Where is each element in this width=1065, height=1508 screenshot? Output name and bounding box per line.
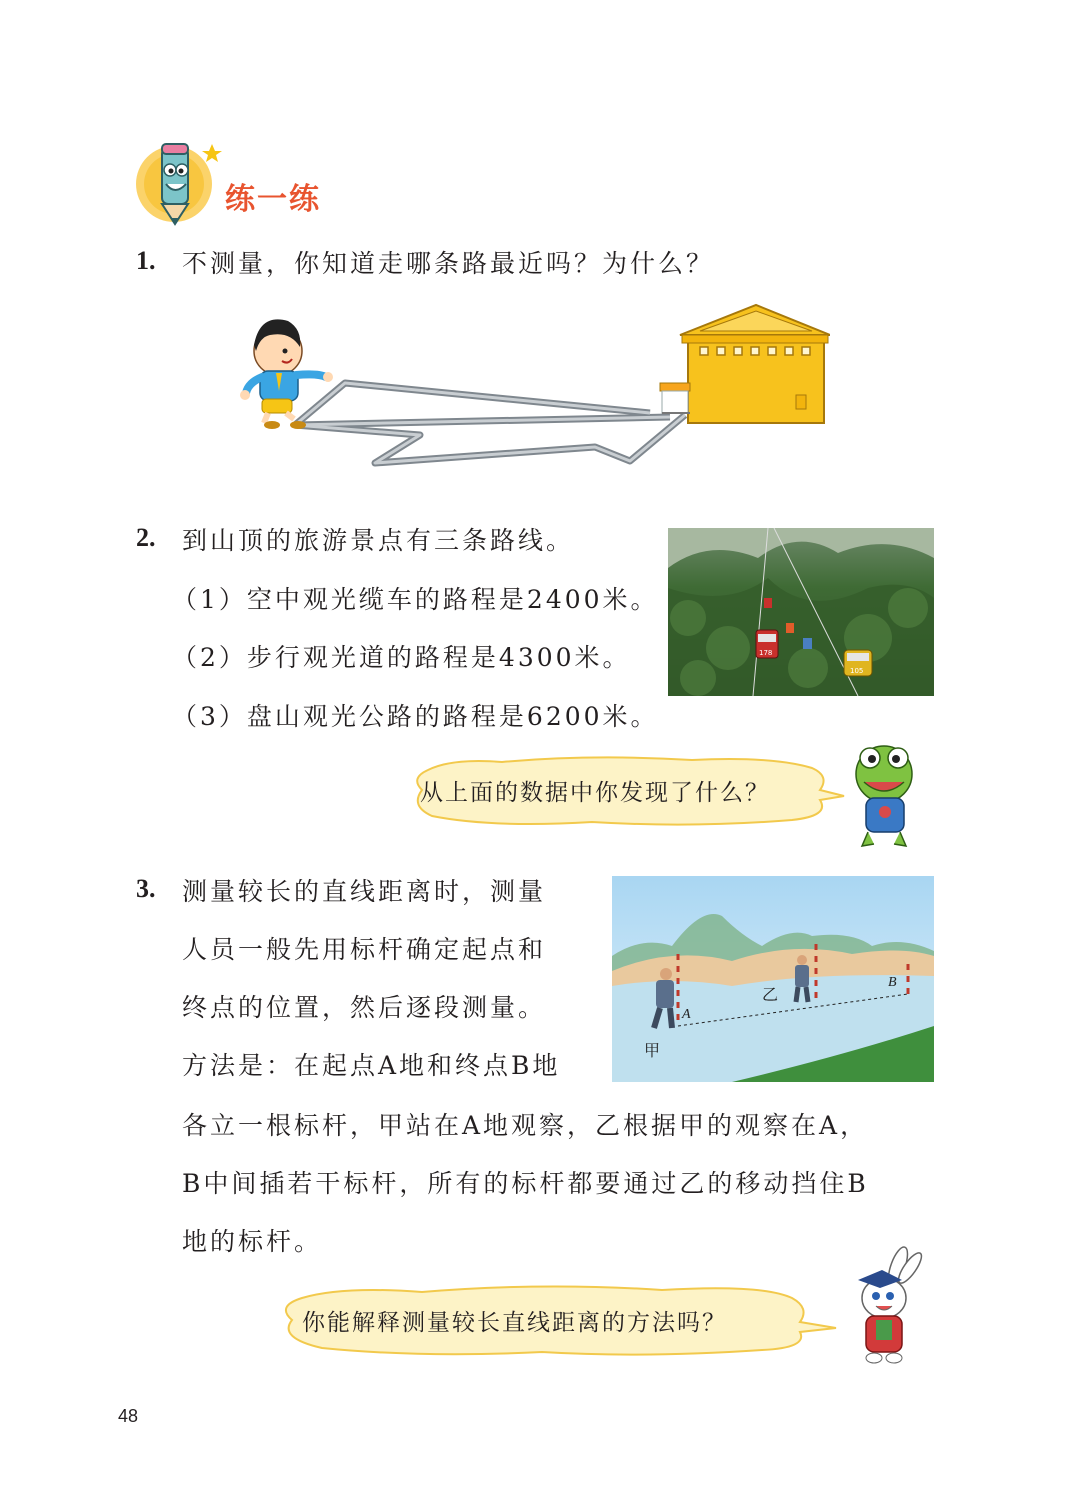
surveying-figure xyxy=(612,876,934,1082)
question-3-line-5: 各立一根标杆，甲站在A地观察，乙根据甲的观察在A， xyxy=(182,1111,869,1140)
section-title: 练一练 xyxy=(225,182,321,217)
question-3-line-6: B中间插若干标杆，所有的标杆都要通过乙的移动挡住B xyxy=(182,1169,869,1198)
pencil-mascot-icon xyxy=(130,138,230,228)
building-icon xyxy=(660,305,830,423)
section-header xyxy=(130,138,350,228)
question-3-line-4: 方法是：在起点A地和终点B地 xyxy=(182,1051,561,1080)
point-b-label: B xyxy=(888,975,897,990)
route-item-1: （1）空中观光缆车的路程是2400米。 xyxy=(172,585,659,614)
route-item-2: （2）步行观光道的路程是4300米。 xyxy=(172,643,631,672)
jia-label: 甲 xyxy=(644,1041,661,1060)
boy-walking-icon xyxy=(240,319,333,429)
point-a-label: A xyxy=(682,1007,691,1022)
speech-bubble-2 xyxy=(262,1282,840,1356)
question-1-text: 不测量，你知道走哪条路最近吗？为什么？ xyxy=(182,249,715,278)
page-number: 48 xyxy=(118,1406,139,1426)
question-3-line-1: 测量较长的直线距离时，测量 xyxy=(182,877,547,906)
question-3-line-3: 终点的位置，然后逐段测量。 xyxy=(182,993,547,1022)
question-3-number: 3. xyxy=(136,874,156,903)
question-2-text: 到山顶的旅游景点有三条路线。 xyxy=(182,526,575,555)
cable-car-label-2: 105 xyxy=(850,667,864,675)
question-1-number: 1. xyxy=(136,246,156,275)
cable-car-label-1: 178 xyxy=(759,649,773,657)
route-item-3: （3）盘山观光公路的路程是6200米。 xyxy=(172,702,659,731)
question-3-line-7: 地的标杆。 xyxy=(182,1227,323,1256)
frog-mascot-icon xyxy=(850,740,920,852)
question-3-line-2: 人员一般先用标杆确定起点和 xyxy=(182,935,547,964)
yi-label: 乙 xyxy=(762,985,779,1004)
bubble-2-text: 你能解释测量较长直线距离的方法吗？ xyxy=(302,1310,727,1336)
rabbit-mascot-icon xyxy=(846,1246,926,1372)
route-illustration xyxy=(230,295,830,485)
question-2-number: 2. xyxy=(136,523,156,552)
speech-bubble-1 xyxy=(392,754,852,826)
cable-car-photo xyxy=(668,528,934,696)
bubble-1-text: 从上面的数据中你发现了什么？ xyxy=(420,780,770,806)
